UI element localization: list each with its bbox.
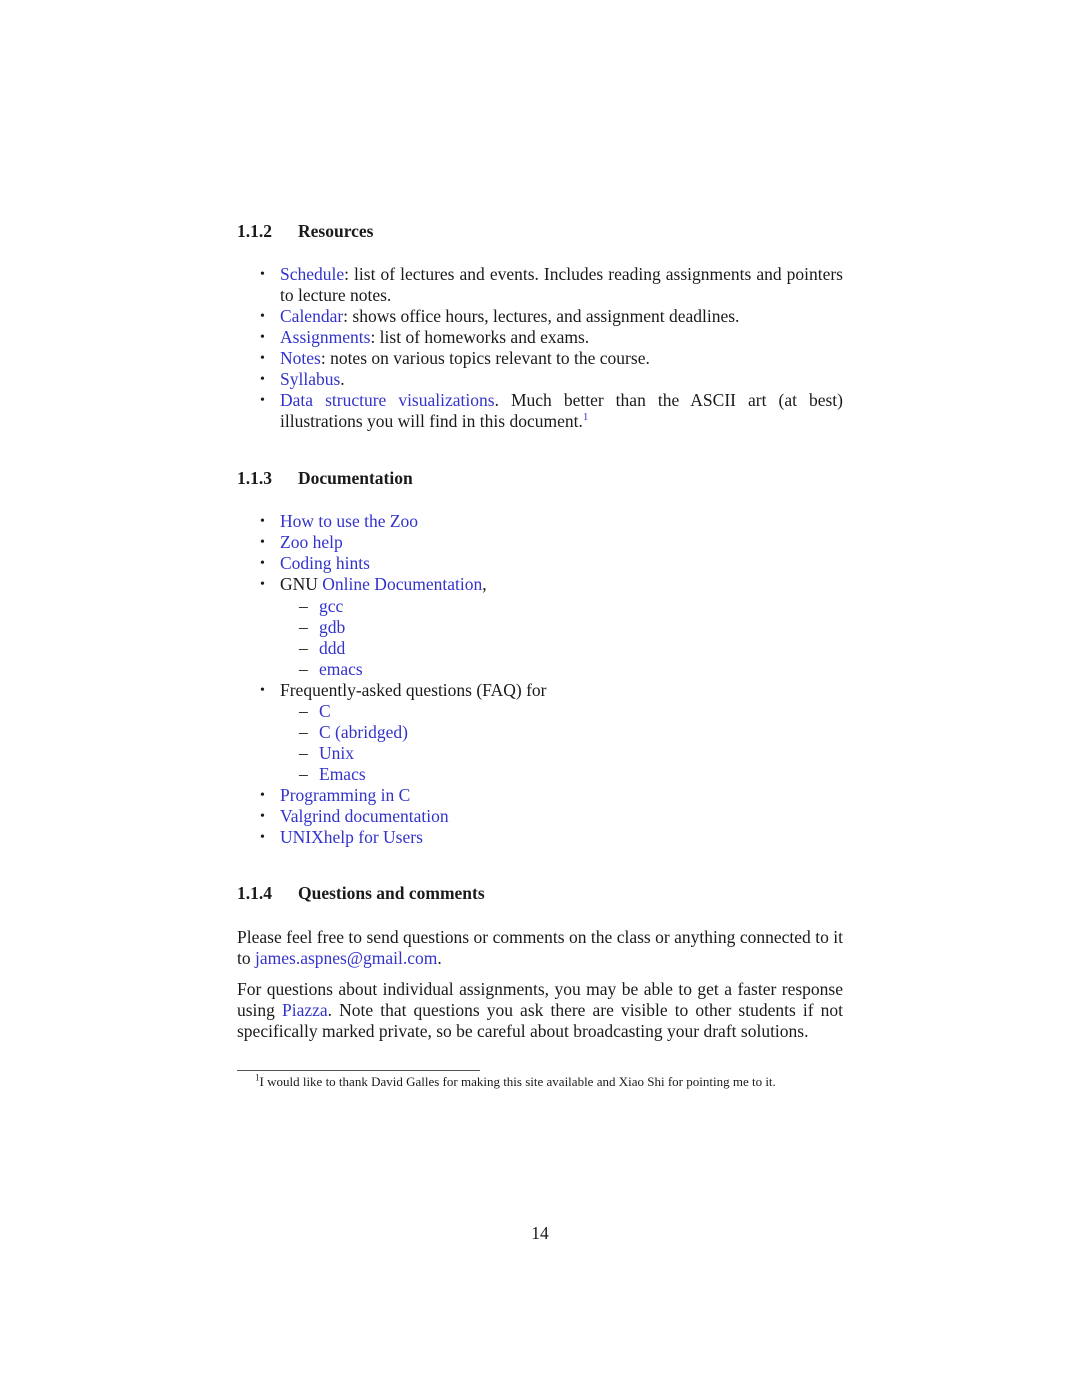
dash-icon: – xyxy=(299,638,308,658)
bullet-icon: • xyxy=(260,577,265,592)
sub-list-item xyxy=(299,596,344,617)
dash-icon: – xyxy=(299,764,308,784)
bullet-icon: • xyxy=(260,351,265,366)
footnote-mark: 1 xyxy=(255,1072,260,1083)
dash-icon: – xyxy=(299,722,308,742)
list-item xyxy=(260,680,547,701)
bullet-icon: • xyxy=(260,556,265,571)
section-number: 1.1.4 xyxy=(237,883,272,903)
bullet-icon: • xyxy=(260,309,265,324)
dash-icon: – xyxy=(299,701,308,721)
bullet-icon: • xyxy=(260,809,265,824)
footnote-rule xyxy=(237,1070,480,1071)
valgrind-documentation-link[interactable]: Valgrind documentation xyxy=(280,806,449,826)
bullet-icon: • xyxy=(260,683,265,698)
data-structure-visualizations-link[interactable]: Data structure visualizations xyxy=(280,390,495,410)
paragraph-text: Please feel free to send questions or comments on the class or anything connected to it to xyxy=(237,927,843,968)
item-text: : shows office hours, lectures, and assignment deadlines. xyxy=(343,306,740,326)
page-number: 14 xyxy=(531,1223,549,1243)
sub-list-item xyxy=(299,743,354,764)
bullet-icon: • xyxy=(260,788,265,803)
sub-list-item xyxy=(299,659,363,680)
section-title: Resources xyxy=(298,221,374,241)
how-to-use-zoo-link[interactable]: How to use the Zoo xyxy=(280,511,419,531)
piazza-link[interactable]: Piazza xyxy=(282,1000,328,1020)
sub-list-item xyxy=(299,764,366,785)
syllabus-link[interactable]: Syllabus xyxy=(280,369,341,389)
section-title: Documentation xyxy=(298,468,413,488)
footnote-text: I would like to thank David Galles for making this site available and Xiao Shi for pointing me to it. xyxy=(259,1074,776,1089)
item-text: . Much better than the ASCII art (at best) illustrations you will find in this document. xyxy=(280,390,843,431)
list-item xyxy=(260,574,487,595)
list-item xyxy=(260,553,370,574)
emacs-link[interactable]: emacs xyxy=(319,659,363,679)
sub-list-item xyxy=(299,701,331,722)
paragraph-text: For questions about individual assignments, you may be able to get a faster response using xyxy=(237,979,843,1020)
item-text: : list of lectures and events. Includes reading assignments and pointers to lecture notes. xyxy=(280,264,843,305)
dash-icon: – xyxy=(299,743,308,763)
assignments-link[interactable]: Assignments xyxy=(280,327,371,347)
coding-hints-link[interactable]: Coding hints xyxy=(280,553,370,573)
faq-emacs-link[interactable]: Emacs xyxy=(319,764,366,784)
list-item xyxy=(260,390,843,432)
list-item xyxy=(260,348,650,369)
sub-list-item xyxy=(299,617,346,638)
paragraph xyxy=(237,927,843,969)
list-item xyxy=(260,785,411,806)
bullet-icon: • xyxy=(260,372,265,387)
dash-icon: – xyxy=(299,596,308,616)
bullet-icon: • xyxy=(260,267,265,282)
bullet-icon: • xyxy=(260,830,265,845)
email-link[interactable]: james.aspnes@gmail.com xyxy=(255,948,438,968)
list-item xyxy=(260,806,449,827)
notes-link[interactable]: Notes xyxy=(280,348,321,368)
item-text: GNU xyxy=(280,574,323,594)
zoo-help-link[interactable]: Zoo help xyxy=(280,532,343,552)
faq-c-abridged-link[interactable]: C (abridged) xyxy=(319,722,408,742)
unixhelp-link[interactable]: UNIXhelp for Users xyxy=(280,827,423,847)
paragraph-text: . Note that questions you ask there are visible to other students if not specifically marked private, so be careful about broadcasting your draft solutions. xyxy=(237,1000,843,1041)
bullet-icon: • xyxy=(260,514,265,529)
item-text: , xyxy=(482,574,487,594)
schedule-link[interactable]: Schedule xyxy=(280,264,345,284)
footnote-ref[interactable]: 1 xyxy=(582,411,589,424)
faq-unix-link[interactable]: Unix xyxy=(319,743,354,763)
bullet-icon: • xyxy=(260,393,265,408)
list-item xyxy=(260,369,345,390)
footnote xyxy=(237,1073,843,1090)
paragraph-text: . xyxy=(437,948,442,968)
list-item xyxy=(260,306,740,327)
list-item xyxy=(260,264,843,306)
gnu-online-documentation-link[interactable]: Online Documentation xyxy=(322,574,483,594)
item-text: : list of homeworks and exams. xyxy=(370,327,590,347)
sub-list-item xyxy=(299,722,408,743)
programming-in-c-link[interactable]: Programming in C xyxy=(280,785,411,805)
section-number: 1.1.2 xyxy=(237,221,272,241)
item-text: : notes on various topics relevant to the course. xyxy=(320,348,650,368)
calendar-link[interactable]: Calendar xyxy=(280,306,344,326)
dash-icon: – xyxy=(299,617,308,637)
faq-c-link[interactable]: C xyxy=(319,701,331,721)
gcc-link[interactable]: gcc xyxy=(319,596,344,616)
dash-icon: – xyxy=(299,659,308,679)
gdb-link[interactable]: gdb xyxy=(319,617,346,637)
list-item xyxy=(260,511,419,532)
item-text: Frequently-asked questions (FAQ) for xyxy=(280,680,547,700)
item-text: . xyxy=(340,369,345,389)
bullet-icon: • xyxy=(260,330,265,345)
list-item xyxy=(260,532,343,553)
bullet-icon: • xyxy=(260,535,265,550)
list-item xyxy=(260,827,423,848)
section-number: 1.1.3 xyxy=(237,468,272,488)
ddd-link[interactable]: ddd xyxy=(319,638,346,658)
paragraph xyxy=(237,979,843,1042)
sub-list-item xyxy=(299,638,346,659)
list-item xyxy=(260,327,590,348)
section-title: Questions and comments xyxy=(298,883,485,903)
